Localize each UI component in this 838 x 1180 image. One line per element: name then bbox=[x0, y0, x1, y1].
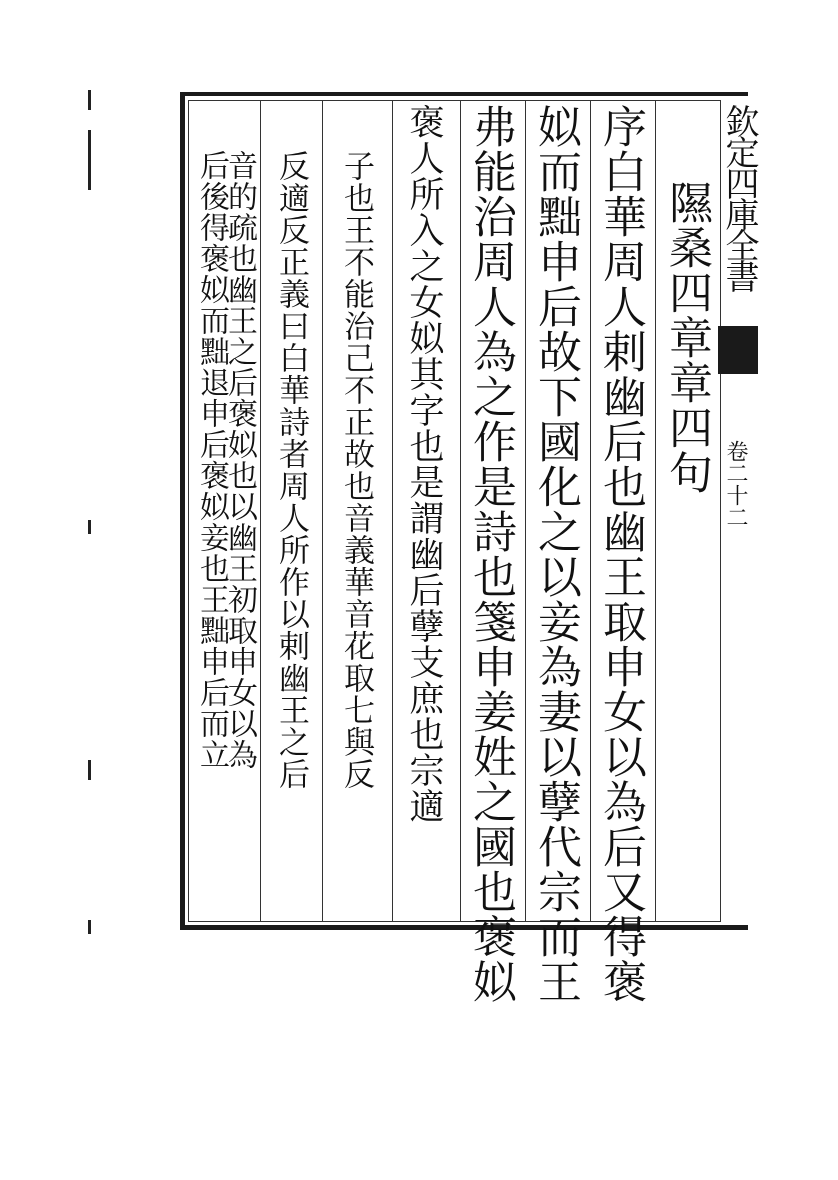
scan-mark bbox=[88, 90, 91, 110]
chapter-title-column: 隰桑四章章四句 bbox=[661, 180, 712, 495]
column-rule bbox=[260, 100, 261, 922]
commentary-column: 反適反正義曰白華詩者周人所作以剌幽王之后 bbox=[273, 150, 309, 790]
scan-mark bbox=[88, 520, 91, 534]
fishtail-mark bbox=[718, 326, 758, 374]
commentary-column: 后後得褒姒而黜退申后褒姒妾也王黜申后而立 bbox=[194, 150, 229, 770]
column-rule bbox=[655, 100, 656, 922]
column-rule bbox=[590, 100, 591, 922]
column-rule bbox=[392, 100, 393, 922]
text-column: 弗能治周人為之作是詩也箋申姜姓之國也褒姒 bbox=[465, 104, 516, 1004]
marginal-volume-number: 卷二十二 bbox=[723, 440, 748, 528]
scan-mark bbox=[88, 130, 91, 190]
scan-mark bbox=[88, 920, 91, 934]
column-rule bbox=[525, 100, 526, 922]
commentary-column: 子也王不能治己不正故也音義華音花取七與反 bbox=[338, 150, 374, 790]
text-column: 姒而黜申后故下國化之以妾為妻以孽代宗而王 bbox=[530, 104, 581, 1004]
text-column: 序白華周人剌幽后也幽王取申女以為后又得褒 bbox=[595, 104, 646, 1004]
scan-mark bbox=[88, 760, 91, 780]
column-rule bbox=[322, 100, 323, 922]
commentary-column: 音的疏也幽王之后褒姒也以幽王初取申女以為 bbox=[222, 150, 257, 770]
column-rule bbox=[460, 100, 461, 922]
commentary-column: 褒人所入之女姒其字也是謂幽后孽支庶也宗適 bbox=[404, 104, 444, 824]
marginal-book-title: 欽定四庫全書 bbox=[719, 104, 759, 290]
